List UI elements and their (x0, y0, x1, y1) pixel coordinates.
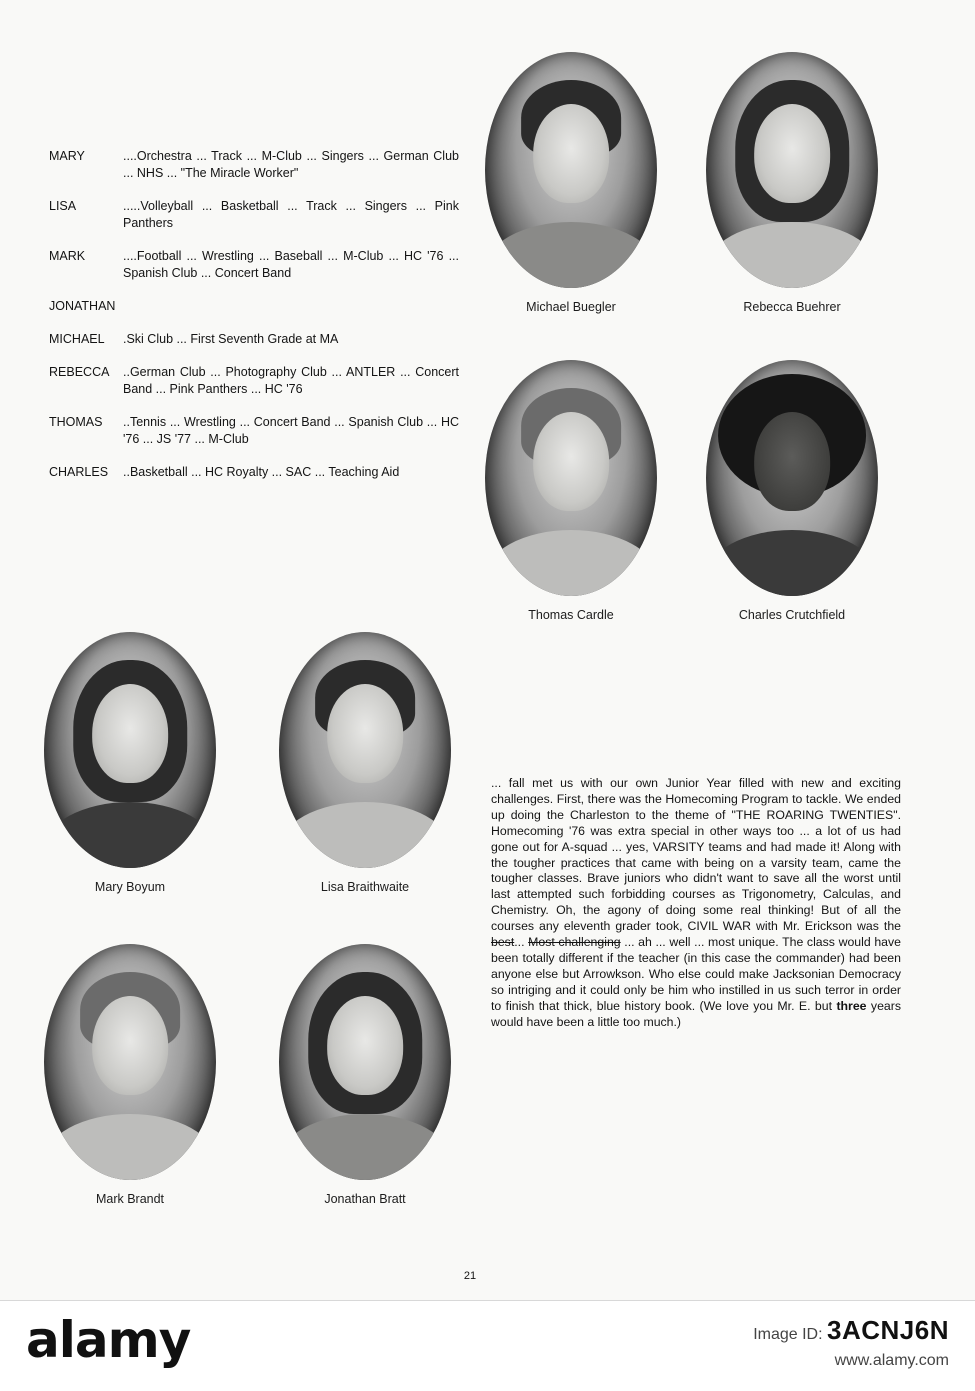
face-shape (92, 684, 168, 783)
face-shape (754, 104, 830, 203)
activities-list (49, 148, 459, 497)
suit-shape (44, 1114, 216, 1180)
activity-text: ..Tennis ... Wrestling ... Concert Band ... Spanish Club ... HC '76 ... JS '77 ... M-Club (123, 415, 459, 446)
top-shape (44, 802, 216, 868)
portrait-caption: Mary Boyum (94, 880, 166, 894)
activity-name: MICHAEL (49, 332, 105, 346)
portrait-caption: Thomas Cardle (528, 608, 614, 622)
activity-row-thomas (49, 414, 459, 448)
activity-name: REBECCA (49, 365, 110, 379)
footer-url[interactable]: www.alamy.com (834, 1352, 949, 1369)
sweater-shape (706, 222, 878, 288)
activity-row-rebecca (49, 364, 459, 398)
story-struck-word: best (491, 935, 515, 950)
story-emphasis: three (836, 998, 867, 1013)
portrait-caption: Michael Buegler (526, 300, 616, 314)
portrait-rebecca (702, 52, 882, 314)
activity-text: .Ski Club ... First Seventh Grade at MA (123, 332, 339, 346)
activity-name: LISA (49, 199, 77, 213)
activity-name: CHARLES (49, 465, 109, 479)
portrait-photo (485, 360, 657, 596)
activity-text: .....Volleyball ... Basketball ... Track ... Singers ... Pink Panthers (123, 199, 459, 230)
activity-row-mary (49, 148, 459, 182)
activity-text: ....Football ... Wrestling ... Baseball ... M-Club ... HC '76 ... Spanish Club ... Concert Band (123, 249, 459, 280)
activity-text: ..Basketball ... HC Royalty ... SAC ... Teaching Aid (123, 465, 400, 479)
story-text: ... fall met us with our own Junior Year filled with new and exciting challenges. First, there was the Homecoming Program to tackle. We ended up doing the Charleston to the theme of "THE ROARING TWENTIES". Homecoming '76 was extra special in other ways too ... a lot of us had gone out for A-squad ... yes, VARSITY teams and had made it! Along with the tougher practices that came with being on a varsity team, came the tougher classes. Brave juniors who didn't want to save all the worst until last attempted such forbidding courses as Trigonometry, Calculas, and Chemistry. Oh, the agony of doing some real thinking! But of all the courses any eleventh grader took, CIVIL WAR with Mr. Erickson was the (491, 776, 901, 934)
image-id: 3ACNJ6N (827, 1315, 949, 1345)
image-info (753, 1315, 949, 1370)
story-text: years would have been a little too much.) (491, 998, 901, 1029)
activity-row-michael (49, 331, 459, 348)
portrait-mary (40, 632, 220, 894)
face-shape (92, 996, 168, 1095)
story-struck-phrase: Most challenging (528, 935, 621, 950)
activity-name: MARK (49, 249, 86, 263)
story-ellipsis: ... (514, 935, 525, 950)
page-number: 21 (463, 1270, 477, 1282)
portrait-photo (279, 944, 451, 1180)
portrait-mark (40, 944, 220, 1206)
portrait-jonathan (275, 944, 455, 1206)
portrait-caption: Jonathan Bratt (324, 1192, 406, 1206)
face-shape (533, 412, 609, 511)
suit-shape (485, 530, 657, 596)
suit-shape (706, 530, 878, 596)
portrait-photo (44, 632, 216, 868)
portrait-caption: Mark Brandt (95, 1192, 165, 1206)
story-paragraph (491, 776, 901, 1031)
activity-name: JONATHAN (49, 299, 116, 313)
portrait-caption: Lisa Braithwaite (320, 880, 410, 894)
shirt-shape (279, 1114, 451, 1180)
stock-footer (0, 1300, 975, 1391)
face-shape (533, 104, 609, 203)
portrait-photo (485, 52, 657, 288)
shirt-shape (279, 802, 451, 868)
portrait-caption: Charles Crutchfield (738, 608, 846, 622)
face-shape (327, 996, 403, 1095)
activity-row-mark (49, 248, 459, 282)
activity-row-jonathan (49, 298, 459, 315)
portrait-photo (44, 944, 216, 1180)
activity-text (123, 298, 459, 315)
portrait-photo (279, 632, 451, 868)
suit-shape (485, 222, 657, 288)
portrait-lisa (275, 632, 455, 894)
face-shape (754, 412, 830, 511)
portrait-photo (706, 360, 878, 596)
portrait-caption: Rebecca Buehrer (743, 300, 841, 314)
portrait-photo (706, 52, 878, 288)
activity-name: THOMAS (49, 415, 103, 429)
portrait-michael (481, 52, 661, 314)
portrait-thomas (481, 360, 661, 622)
story-text: ... ah ... well ... most unique. The class would have been totally different if the teacher (in this case the commander) had been anyone else but Arrowkson. Who else could make Jacksonian Democracy so intriging and it could only be him who instilled in us such terror in order to finish that thick, blue history book. (We love you Mr. E. but (491, 935, 901, 1013)
activity-text: ..German Club ... Photography Club ... ANTLER ... Concert Band ... Pink Panthers ... HC '76 (123, 365, 459, 396)
activity-row-lisa (49, 198, 459, 232)
activity-row-charles (49, 464, 459, 481)
alamy-logo[interactable]: alamy (26, 1311, 191, 1369)
activity-text: ....Orchestra ... Track ... M-Club ... Singers ... German Club ... NHS ... "The Miracle Worker" (123, 149, 459, 180)
face-shape (327, 684, 403, 783)
image-id-label: Image ID: (753, 1326, 823, 1343)
portrait-charles (702, 360, 882, 622)
activity-name: MARY (49, 149, 85, 163)
